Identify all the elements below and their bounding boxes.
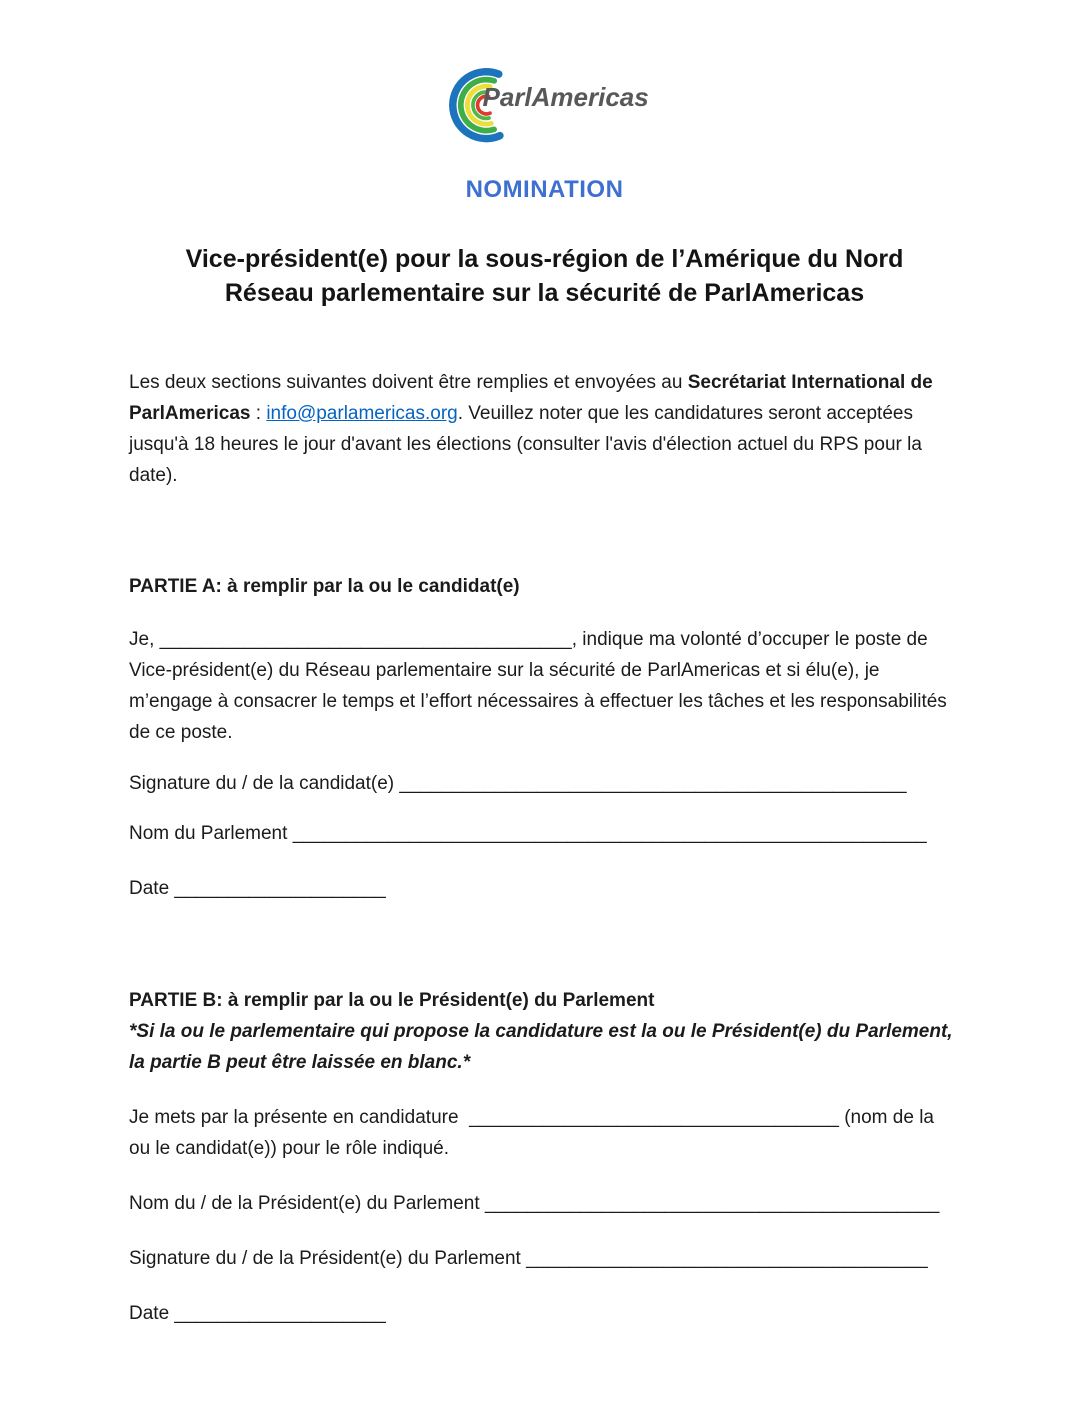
email-link[interactable]: info@parlamericas.org bbox=[266, 403, 458, 424]
part-b-header-block bbox=[129, 985, 960, 1078]
je-prefix: Je, bbox=[129, 629, 160, 650]
intro-text-start: Les deux sections suivantes doivent être remplies et envoyées au bbox=[129, 372, 688, 393]
part-b-note: *Si la ou le parlementaire qui propose la candidature est la ou le Président(e) du Parlement, la partie B peut être laissée en blanc.* bbox=[129, 1021, 958, 1073]
parliament-name-blank-field: ____________________________________________________________ bbox=[292, 823, 927, 844]
candidate-signature-blank-field: ________________________________________________ bbox=[399, 773, 907, 794]
president-signature-label: Signature du / de la Président(e) du Parlement bbox=[129, 1248, 527, 1269]
part-a-date-blank-field: ____________________ bbox=[174, 878, 386, 899]
document-title-line2: Réseau parlementaire sur la sécurité de ParlAmericas bbox=[224, 279, 865, 307]
part-a-date-label: Date bbox=[129, 878, 175, 899]
part-b-date-label: Date bbox=[129, 1303, 175, 1324]
logo-wordmark: ParlAmericas bbox=[482, 82, 649, 112]
document-title bbox=[129, 242, 960, 310]
part-a-statement bbox=[129, 624, 960, 748]
intro-paragraph bbox=[129, 367, 960, 491]
president-name-line bbox=[129, 1188, 960, 1219]
nominate-suffix: (nom de la ou le candidat(e)) pour le rôle indiqué. bbox=[129, 1107, 940, 1159]
parliament-name-line bbox=[129, 818, 960, 849]
president-signature-line bbox=[129, 1243, 960, 1274]
part-b-date-blank-field: ____________________ bbox=[174, 1303, 386, 1324]
nominee-name-blank-field: ___________________________________ bbox=[469, 1107, 839, 1128]
intro-separator: : bbox=[250, 403, 267, 424]
president-name-label: Nom du / de la Président(e) du Parlement bbox=[129, 1193, 485, 1214]
part-b-statement bbox=[129, 1102, 960, 1164]
parlamericas-logo bbox=[437, 66, 653, 146]
part-a-heading: PARTIE A: à remplir par la ou le candidat(e) bbox=[129, 576, 520, 597]
je-suffix: , indique ma volonté d’occuper le poste de Vice-président(e) du Réseau parlementaire sur la sécurité de ParlAmericas et si élu(e), je m’engage à consacrer le temps et l’effort nécessaires à effectuer les tâches et les responsabilités de ce poste. bbox=[129, 629, 953, 743]
candidate-signature-line bbox=[129, 768, 960, 799]
part-b-date-line bbox=[129, 1298, 960, 1329]
parliament-name-label: Nom du Parlement bbox=[129, 823, 293, 844]
nomination-heading bbox=[129, 178, 960, 202]
intro-text-end: . Veuillez noter que les candidatures seront acceptées jusqu'à 18 heures le jour d'avant les élections (consulter l'avis d'élection actuel du RPS pour la date). bbox=[129, 403, 928, 486]
president-signature-blank-field: ______________________________________ bbox=[526, 1248, 928, 1269]
nomination-heading-text: NOMINATION bbox=[465, 176, 624, 203]
part-a-date-line bbox=[129, 873, 960, 904]
candidate-name-blank-field: _______________________________________ bbox=[159, 629, 572, 650]
nominate-prefix: Je mets par la présente en candidature bbox=[129, 1107, 470, 1128]
president-name-blank-field: ___________________________________________ bbox=[484, 1193, 940, 1214]
intro-bold-secretariat: Secrétariat International de ParlAmericas bbox=[129, 372, 938, 424]
document-title-line1: Vice-président(e) pour la sous-région de l’Amérique du Nord bbox=[185, 245, 904, 273]
part-b-heading: PARTIE B: à remplir par la ou le Président(e) du Parlement bbox=[129, 990, 655, 1011]
candidate-signature-label: Signature du / de la candidat(e) bbox=[129, 773, 400, 794]
